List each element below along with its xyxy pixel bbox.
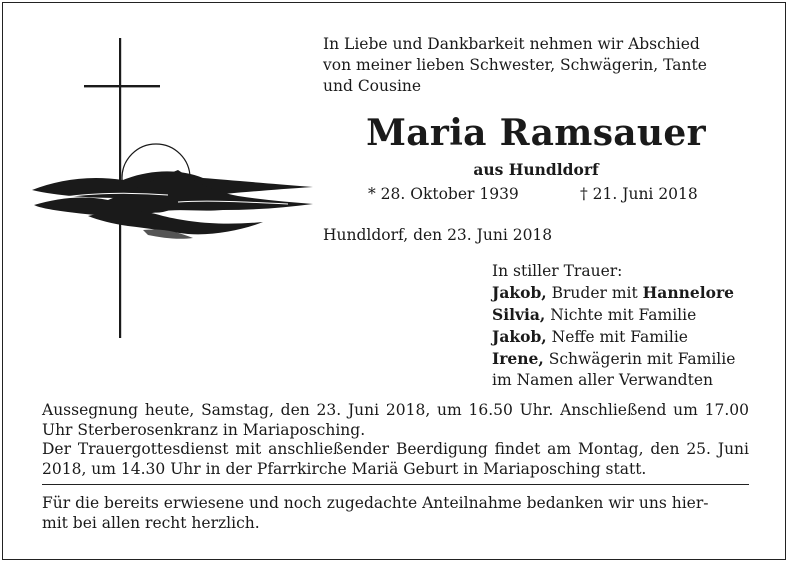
mourner-name: Silvia,: [492, 305, 546, 324]
intro-line: und Cousine: [323, 77, 422, 95]
thanks-line: Für die bereits erwiesene und noch zugedachte Anteilnahme bedanken wir uns hier-: [42, 494, 709, 512]
mourners-closing: im Namen aller Verwandten: [492, 371, 713, 389]
death-date: † 21. Juni 2018: [580, 185, 698, 203]
mourner-relation: Neffe mit Familie: [546, 328, 688, 346]
mourner-entry: [492, 348, 735, 370]
mourners-list: [492, 261, 735, 391]
thanks-text: [42, 493, 749, 533]
intro-line: In Liebe und Dankbarkeit nehmen wir Abschied: [323, 35, 700, 53]
intro-line: von meiner lieben Schwester, Schwägerin, Tante: [323, 56, 707, 74]
service-paragraph: Der Trauergottesdienst mit anschließender Beerdigung findet am Montag, den 25. Juni 2018, um 14.30 Uhr in der Pfarrkirche Mariä Geburt in Mariaposching statt.: [42, 440, 749, 478]
mourner-name: Irene,: [492, 349, 544, 368]
mourners-heading: In stiller Trauer:: [492, 262, 623, 280]
mourner-relation: Nichte mit Familie: [545, 306, 697, 324]
mourner-entry: [492, 304, 735, 326]
mourner-entry: [492, 282, 735, 304]
mourner-relation: Bruder mit: [546, 284, 643, 302]
deceased-name: Maria Ramsauer: [366, 112, 706, 154]
service-paragraph: Aussegnung heute, Samstag, den 23. Juni 2018, um 16.50 Uhr. Anschließend um 17.00 Uhr Sterberosenkranz in Mariaposching.: [42, 401, 749, 439]
mourner-relation: Schwägerin mit Familie: [543, 350, 736, 368]
divider: [42, 484, 749, 485]
service-details: [42, 401, 749, 479]
intro-text: [323, 34, 749, 97]
birth-date: * 28. Oktober 1939: [368, 185, 519, 203]
thanks-line: mit bei allen recht herzlich.: [42, 514, 260, 532]
place-and-date: Hundldorf, den 23. Juni 2018: [323, 226, 553, 244]
mourner-name: Jakob,: [492, 283, 547, 302]
cross-sunset-mountains-icon: [28, 30, 318, 340]
deceased-origin: aus Hundldorf: [473, 160, 599, 179]
mourner-entry: [492, 326, 735, 348]
mourner-partner: Hannelore: [642, 283, 734, 302]
mourner-name: Jakob,: [492, 327, 547, 346]
